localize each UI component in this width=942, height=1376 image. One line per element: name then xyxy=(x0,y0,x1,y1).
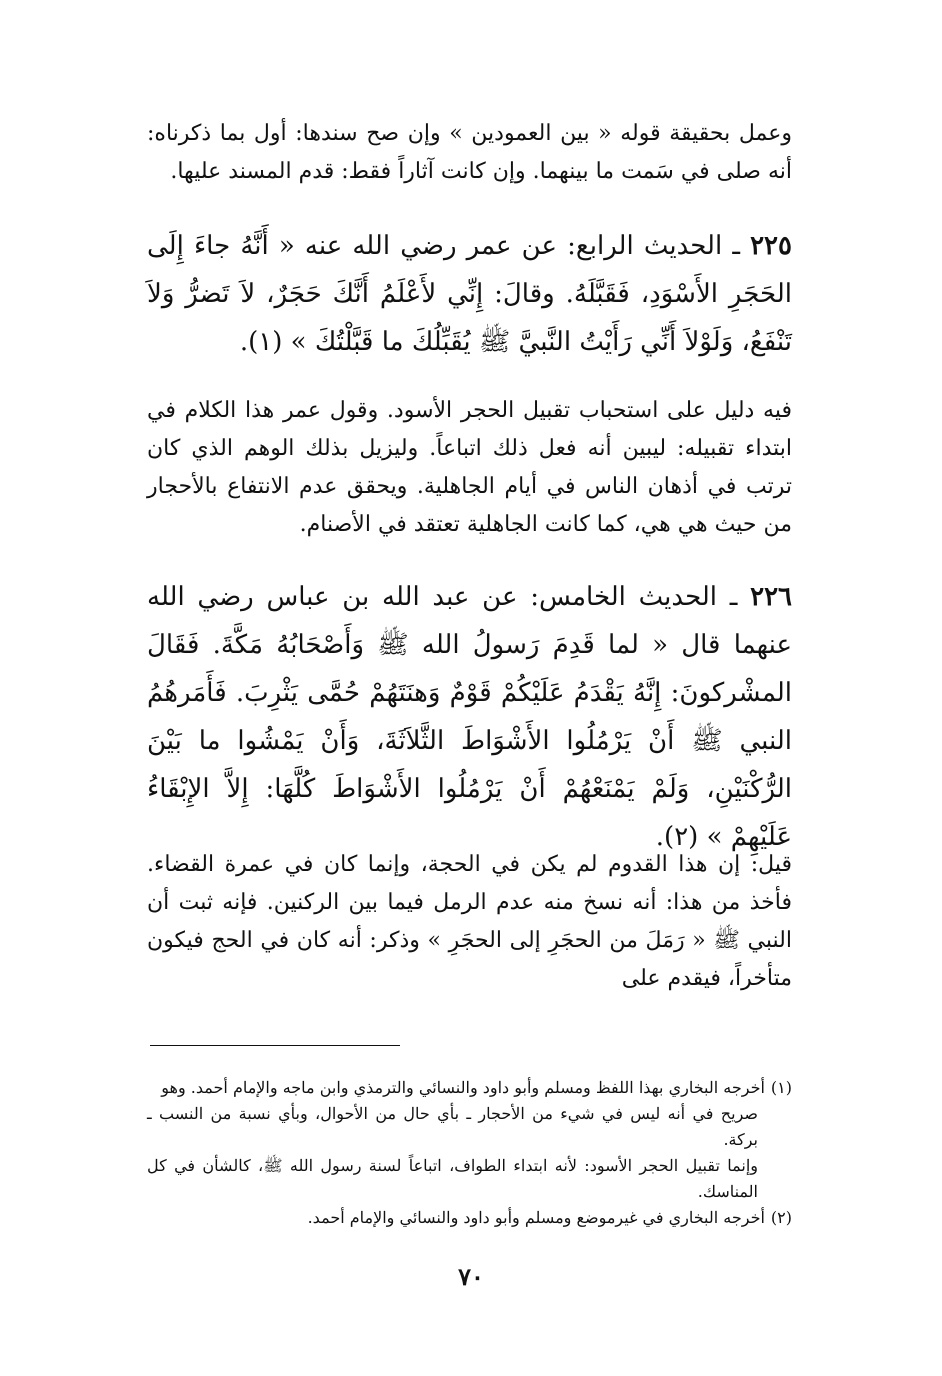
footnote-divider xyxy=(150,1045,400,1046)
page-number: ٧٠ xyxy=(458,1262,484,1291)
footnote-line: وإنما تقبيل الحجر الأسود: لأنه ابتداء الطواف، اتباعاً لسنة رسول الله ﷺ، كالشأن في كل المناسك. xyxy=(147,1156,758,1201)
hadith-225 xyxy=(147,222,792,366)
paragraph-commentary-2: قيل: إن هذا القدوم لم يكن في الحجة، وإنما كان في عمرة القضاء. فأخذ من هذا: أنه نسخ منه عدم الرمل فيما بين الركنين. فإنه ثبت أن النبي ﷺ « رَمَلَ من الحجَرِ إلى الحجَرِ » وذكر: أنه كان في الحج فيكون متأخراً، فيقدم على xyxy=(147,852,792,991)
footnote-1 xyxy=(147,1075,792,1205)
footnote-line: أخرجه البخاري بهذا اللفظ ومسلم وأبو داود والنسائي والترمذي وابن ماجه والإمام أحمد. وهو xyxy=(161,1078,765,1097)
footnote-number: (٢) xyxy=(770,1208,792,1227)
footnote-2 xyxy=(147,1205,792,1231)
footnote-line: أخرجه البخاري في غيرموضع ومسلم وأبو داود والنسائي والإمام أحمد. xyxy=(307,1208,765,1227)
hadith-number: ٢٢٥ xyxy=(750,231,792,261)
footnote-number: (١) xyxy=(770,1078,792,1097)
footnote-line: صريح في أنه ليس في شيء من الأحجار ـ بأي حال من الأحوال، وبأي نسبة من النسب ـ بركة. xyxy=(147,1104,759,1149)
hadith-text: ـ الحديث الخامس: عن عبد الله بن عباس رضي الله عنهما قال « لما قَدِمَ رَسولُ الله ﷺ وَأَصْحَابُهُ مَكَّةَ. فَقَالَ المشْركونَ: إِنَّهُ يَقْدَمُ عَلَيْكُمْ قَوْمٌ وَهنَتَهُمْ حُمَّى يَثْرِبَ. فَأَمَرهُمُ النبي ﷺ أَنْ يَرْمُلُوا الأَشْوَاطَ الثَّلاَثَةَ، وَأَنْ يَمْشُوا ما بَيْنَ الرُّكْنَيْنِ، وَلَمْ يَمْنَعْهُمْ أَنْ يَرْمُلُوا الأَشْوَاطَ كُلَّهَا: إِلاَّ الإِبْقَاءُ عَلَيْهِمْ » (٢). xyxy=(147,582,792,852)
hadith-226 xyxy=(147,573,792,861)
hadith-number: ٢٢٦ xyxy=(750,582,793,612)
paragraph-intro: وعمل بحقيقة قوله « بين العمودين » وإن صح سندها: أول بما ذكرناه: أنه صلى في سَمت ما بينهما. وإن كانت آثاراً فقط: قدم المسند عليها. xyxy=(147,121,792,184)
paragraph-commentary-1: فيه دليل على استحباب تقبيل الحجر الأسود. وقول عمر هذا الكلام في ابتداء تقبيله: ليبين أنه فعل ذلك اتباعاً. وليزيل بذلك الوهم الذي كان ترتب في أذهان الناس في أيام الجاهلية. ويحقق عدم الانتفاع بالأحجار من حيث هي هي، كما كانت الجاهلية تعتقد في الأصنام. xyxy=(147,398,792,537)
hadith-text: ـ الحديث الرابع: عن عمر رضي الله عنه « أَنَّهُ جاءَ إِلَى الحَجَرِ الأَسْوَدِ، فَقَبَّلَهُ. وقالَ: إِنِّي لأَعْلَمُ أَنَّكَ حَجَرٌ، لاَ تَضرُّ وَلاَ تَنْفَعُ، وَلَوْلاَ أَنِّي رَأَيْتُ النَّبيَّ ﷺ يُقَبِّلُكَ ما قَبَّلْتُكَ » (١). xyxy=(147,231,792,357)
